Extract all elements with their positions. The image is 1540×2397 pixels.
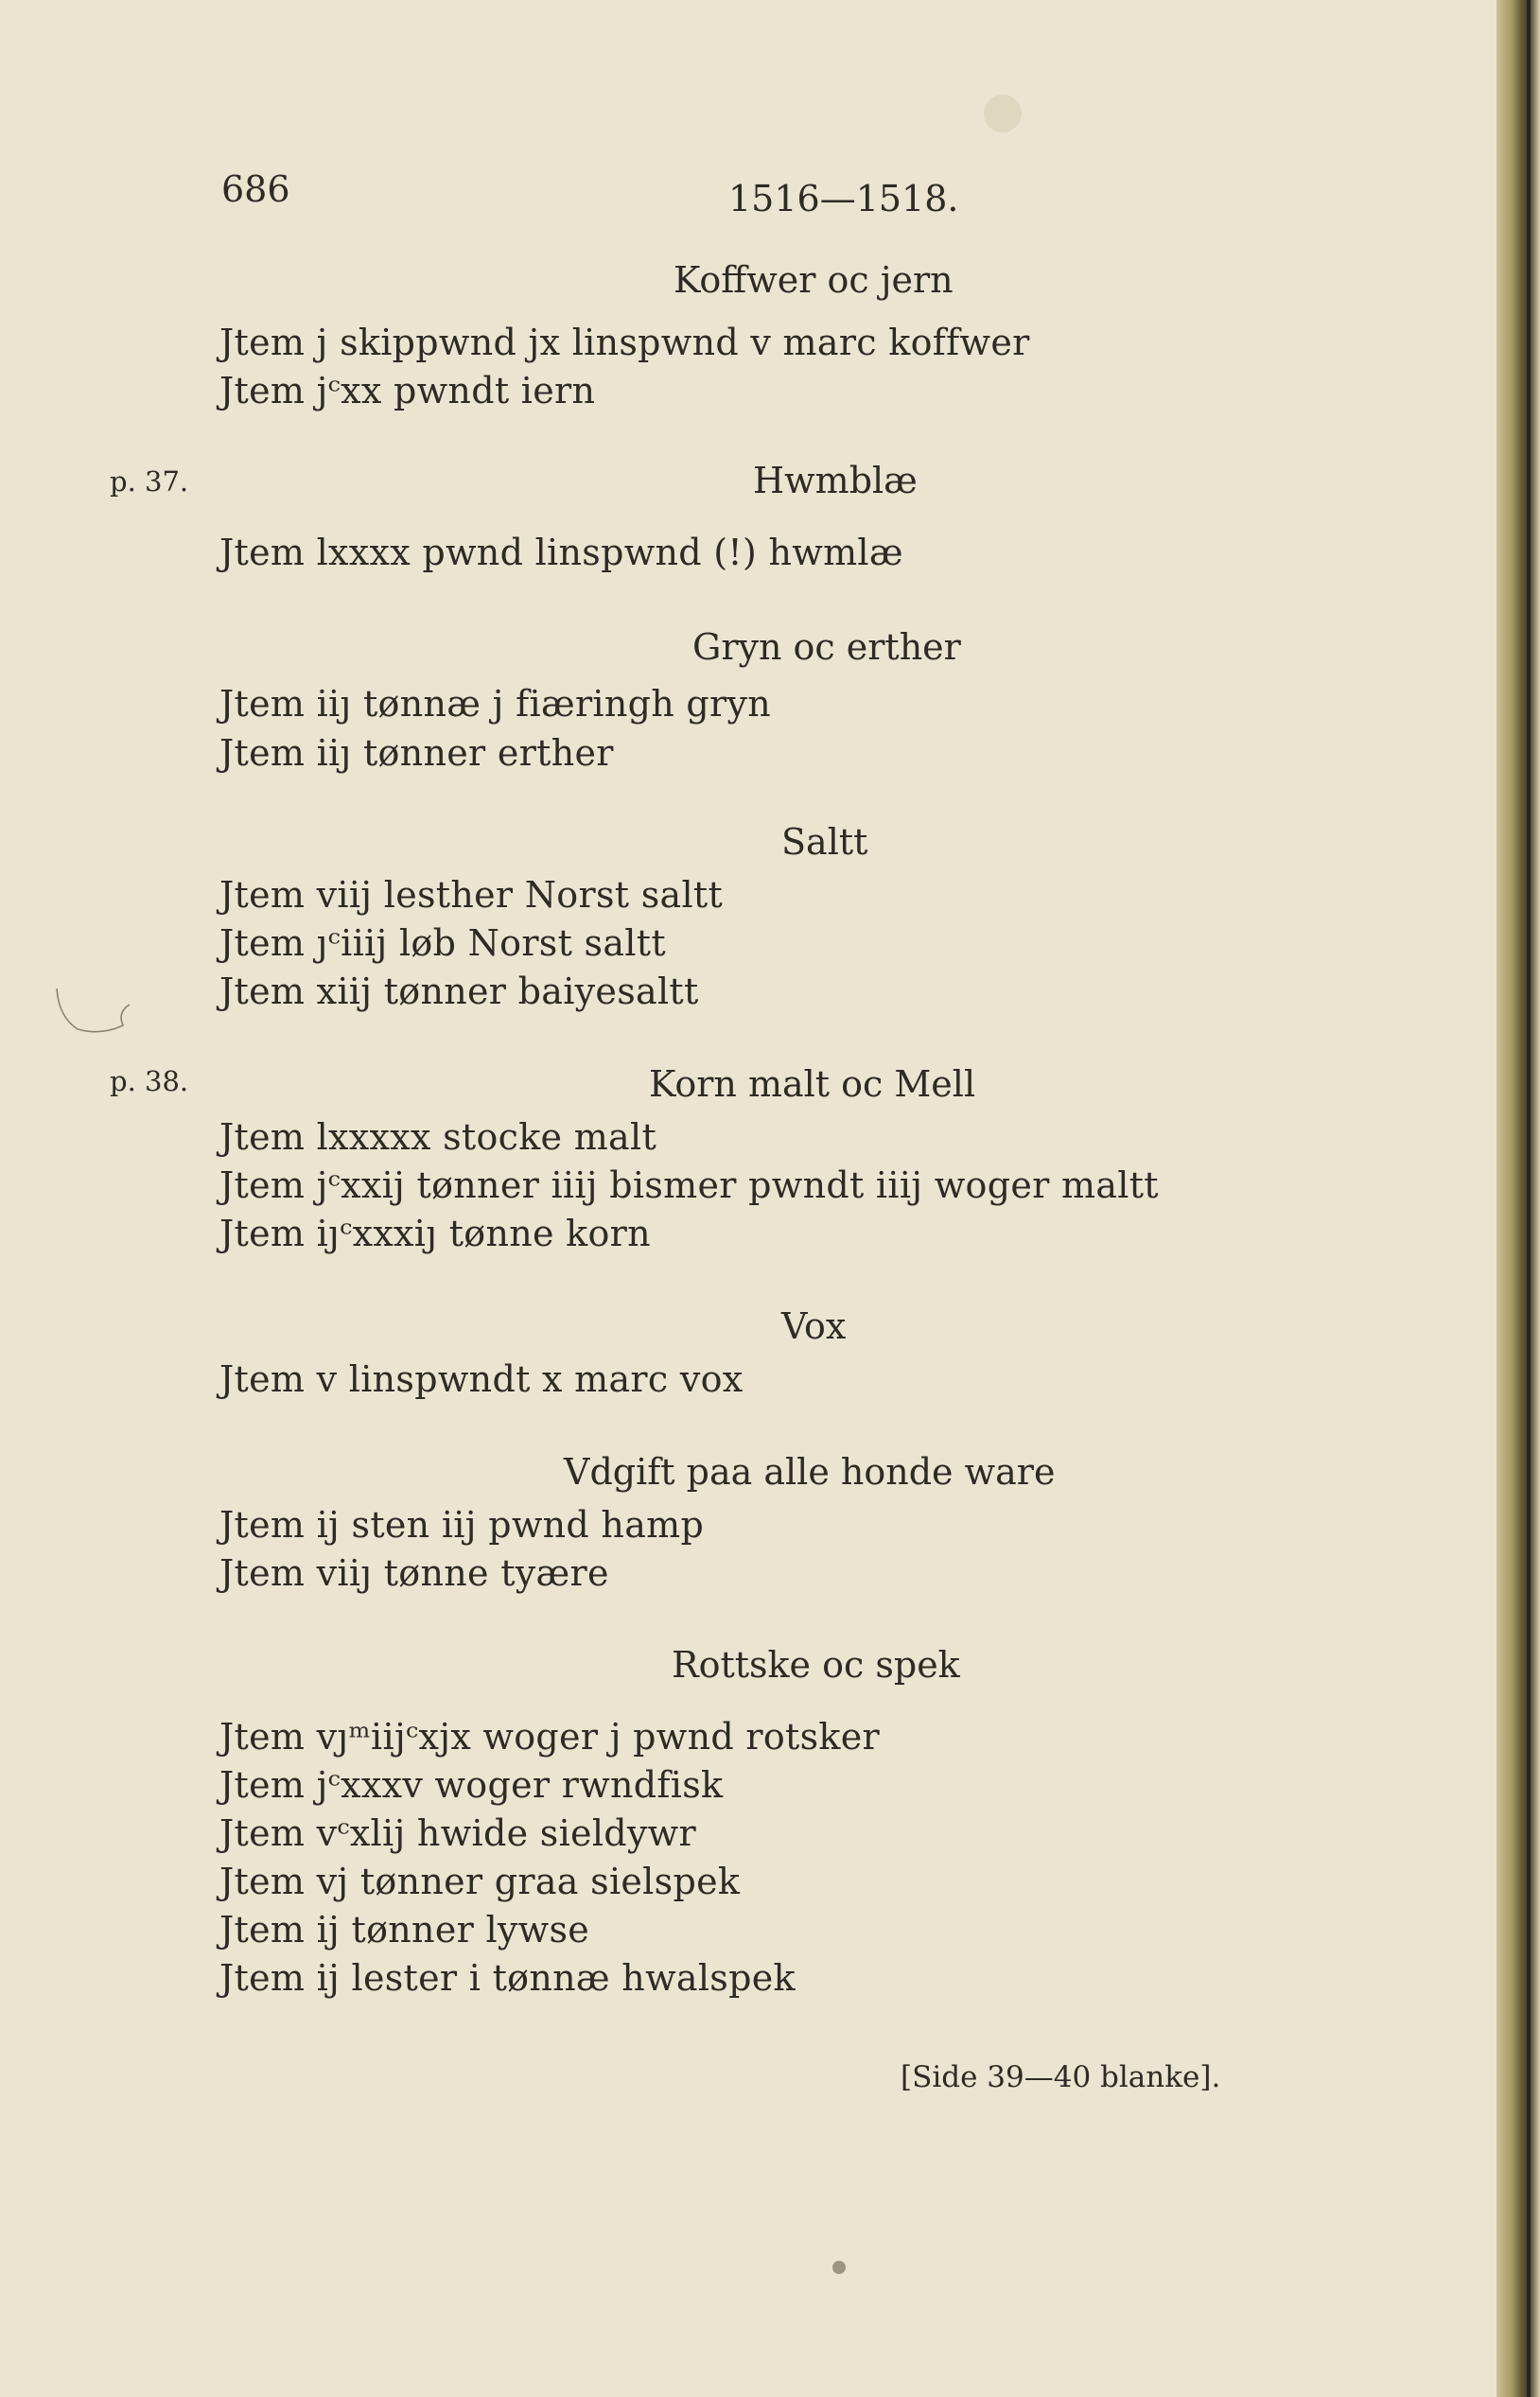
- section-heading-gryn: Gryn oc erther: [692, 626, 961, 668]
- footnote-blank-pages: [Side 39—40 blanke].: [901, 2060, 1221, 2094]
- entry-line: Jtem vᶜxlij hwide sieldywr: [219, 1812, 696, 1854]
- entry-line: Jtem jᶜxx pwndt iern: [219, 370, 596, 411]
- paper-stain: [984, 95, 1022, 132]
- entry-line: Jtem j skippwnd jx linspwnd v marc koffwer: [219, 322, 1030, 363]
- entry-line: Jtem jᶜxxxv woger rwndfisk: [219, 1764, 724, 1806]
- entry-line: Jtem iiȷ tønnæ j fiæringh gryn: [219, 683, 772, 725]
- margin-note-p38: p. 38.: [110, 1065, 189, 1097]
- entry-line: Jtem ij tønner lywse: [219, 1909, 590, 1951]
- entry-line: Jtem v linspwndt x marc vox: [219, 1358, 744, 1400]
- entry-line: Jtem vj tønner graa sielspek: [219, 1861, 741, 1902]
- page-year-range: 1516—1518.: [728, 178, 959, 219]
- section-heading-saltt: Saltt: [781, 821, 868, 863]
- entry-line: Jtem xiij tønner baiyesaltt: [219, 971, 699, 1012]
- pencil-mark-icon: [49, 984, 134, 1041]
- entry-line: Jtem ij lester i tønnæ hwalspek: [219, 1957, 796, 1999]
- section-heading-vdgift: Vdgift paa alle honde ware: [564, 1451, 1056, 1493]
- section-heading-vox: Vox: [781, 1305, 847, 1347]
- entry-line: Jtem ij sten iij pwnd hamp: [219, 1504, 705, 1546]
- entry-line: Jtem lxxxx pwnd linspwnd (!) hwmlæ: [219, 532, 903, 573]
- entry-line: Jtem iȷᶜxxxiȷ tønne korn: [219, 1213, 651, 1254]
- book-binding-edge: [1496, 0, 1540, 2397]
- section-heading-korn: Korn malt oc Mell: [649, 1063, 976, 1105]
- entry-line: Jtem lxxxxx stocke malt: [219, 1116, 657, 1158]
- entry-line: Jtem iiȷ tønner erther: [219, 732, 614, 774]
- section-heading-hwmblae: Hwmblæ: [753, 460, 918, 501]
- entry-line: Jtem vȷᵐiijᶜxjx woger j pwnd rotsker: [219, 1716, 880, 1758]
- entry-line: Jtem ȷᶜiiij løb Norst saltt: [219, 922, 666, 964]
- section-heading-koffwer: Koffwer oc jern: [674, 259, 954, 301]
- margin-note-p37: p. 37.: [110, 465, 189, 498]
- entry-line: Jtem viij lesther Norst saltt: [219, 874, 724, 916]
- entry-line: Jtem jᶜxxij tønner iiij bismer pwndt iiij woger maltt: [219, 1164, 1159, 1206]
- ink-spot: [832, 2261, 846, 2274]
- page-number: 686: [221, 168, 290, 210]
- binding-stripe: [1527, 0, 1531, 2397]
- entry-line: Jtem viiȷ tønne tyære: [219, 1552, 609, 1594]
- section-heading-rottske: Rottske oc spek: [672, 1644, 960, 1686]
- page-header: [0, 168, 1504, 225]
